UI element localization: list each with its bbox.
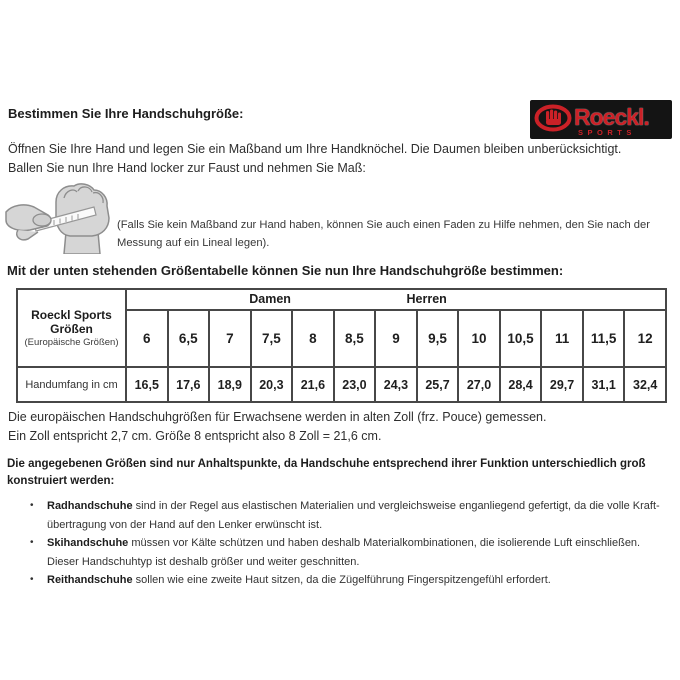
herren-group-label: Herren <box>406 292 447 306</box>
bullet-icon: • <box>30 500 34 511</box>
list-item-reithandschuhe <box>30 571 664 590</box>
circumference-cell: 17,6 <box>168 367 210 402</box>
circumference-cell: 18,9 <box>209 367 251 402</box>
bullet-lead: Reithandschuhe <box>47 574 133 587</box>
size-cell: 8,5 <box>334 310 376 367</box>
intro-line-1: Öffnen Sie Ihre Hand und legen Sie ein Maßband um Ihre Handknöchel. Die Daumen bleiben unberücksichtigt. <box>8 142 622 156</box>
list-item-radhandschuhe <box>30 497 664 534</box>
zoll-explanation-line-2: Ein Zoll entspricht 2,7 cm. Größe 8 entspricht also 8 Zoll = 21,6 cm. <box>8 429 382 443</box>
bullet-lead: Skihandschuhe <box>47 537 129 550</box>
circumference-cell: 21,6 <box>292 367 334 402</box>
size-table <box>16 288 667 403</box>
circumference-cell: 31,1 <box>583 367 625 402</box>
bullet-text: sind in der Regel aus elastischen Materialien und vergleichsweise enganliegend gefertigt, da die volle Kraftübertragung von der Hand auf den Lenker erwünscht ist. <box>47 500 660 531</box>
page-title: Bestimmen Sie Ihre Handschuhgröße: <box>8 106 244 121</box>
circumference-cell: 20,3 <box>251 367 293 402</box>
bullet-icon: • <box>30 537 34 549</box>
list-item-skihandschuhe <box>30 534 664 571</box>
size-cell: 7 <box>209 310 251 367</box>
roeckl-logo-sports-label: SPORTS <box>578 128 636 137</box>
bullet-icon: • <box>30 574 34 586</box>
circumference-cell: 24,3 <box>375 367 417 402</box>
circumference-cell: 23,0 <box>334 367 376 402</box>
circumference-cell: 28,4 <box>500 367 542 402</box>
measuring-note: (Falls Sie kein Maßband zur Hand haben, können Sie auch einen Faden zu Hilfe nehmen, den Sie nach der Messung auf ein Lineal legen). <box>117 219 650 249</box>
size-cell: 12 <box>624 310 666 367</box>
roeckl-logo-wordmark: Roeckl. <box>574 104 649 130</box>
size-cell: 10 <box>458 310 500 367</box>
circumference-cell: 16,5 <box>126 367 168 402</box>
roeckl-hand-icon <box>534 104 572 135</box>
circumference-cell: 25,7 <box>417 367 459 402</box>
circumference-cell: 32,4 <box>624 367 666 402</box>
bullet-text: sollen wie eine zweite Haut sitzen, da die Zügelführung Fingerspitzengefühl erfordert. <box>132 574 551 587</box>
zoll-explanation-line-1: Die europäischen Handschuhgrößen für Erwachsene werden in alten Zoll (frz. Pouce) gemessen. <box>8 410 547 424</box>
size-table-corner-header <box>17 289 126 367</box>
size-cell: 9,5 <box>417 310 459 367</box>
size-cell: 6 <box>126 310 168 367</box>
size-cell: 11,5 <box>583 310 625 367</box>
size-cell: 8 <box>292 310 334 367</box>
circumference-row-label: Handumfang in cm <box>17 367 126 402</box>
roeckl-logo <box>530 100 672 139</box>
corner-subtitle: (Europäische Größen) <box>24 337 119 348</box>
hand-measuring-illustration <box>4 182 118 254</box>
size-cell: 6,5 <box>168 310 210 367</box>
gender-group-header <box>126 289 666 310</box>
damen-group-label: Damen <box>249 292 291 306</box>
circumference-cell: 29,7 <box>541 367 583 402</box>
sizes-disclaimer: Die angegebenen Größen sind nur Anhaltspunkte, da Handschuhe entsprechend ihrer Funktion unterschiedlich groß konstruiert werden: <box>7 458 646 487</box>
circumference-cell: 27,0 <box>458 367 500 402</box>
intro-line-2: Ballen Sie nun Ihre Hand locker zur Faust und nehmen Sie Maß: <box>8 161 366 175</box>
bullet-text: müssen vor Kälte schützen und haben deshalb Materialkombinationen, die isolierende Luft einschließen. Dieser Handschuhtyp ist deshalb größer und weiter geschnitten. <box>47 537 641 568</box>
size-cell: 9 <box>375 310 417 367</box>
bullet-lead: Radhandschuhe <box>47 500 133 512</box>
size-cell: 10,5 <box>500 310 542 367</box>
circumference-row <box>17 367 666 402</box>
size-table-intro: Mit der unten stehenden Größentabelle können Sie nun Ihre Handschuhgröße bestimmen: <box>7 263 564 278</box>
size-cell: 7,5 <box>251 310 293 367</box>
glove-types-list <box>30 497 664 590</box>
size-cell: 11 <box>541 310 583 367</box>
corner-title: Roeckl Sports Größen <box>31 308 112 336</box>
